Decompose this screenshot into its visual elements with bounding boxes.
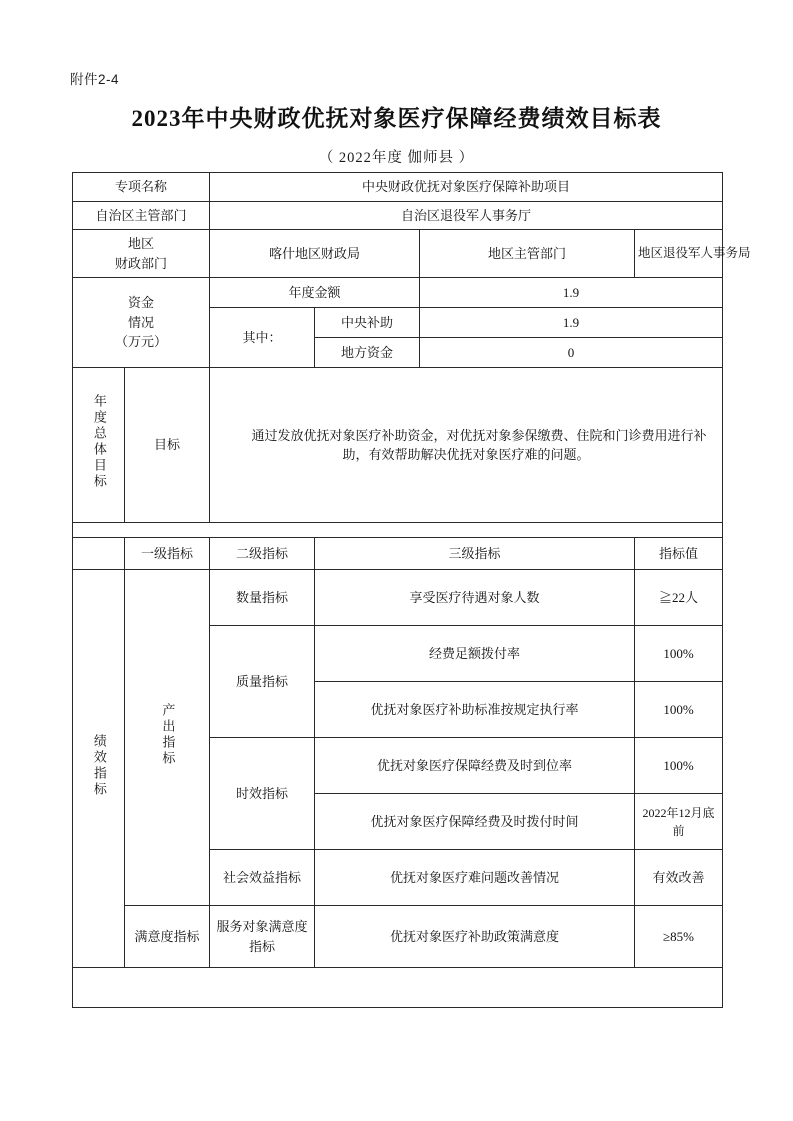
cell-region-value: 喀什地区财政局 <box>210 230 420 278</box>
cell-indicator-value: 100% <box>635 682 723 738</box>
performance-goal-table <box>72 172 751 1008</box>
table-row-dept <box>73 201 723 230</box>
table-row-region <box>73 230 723 278</box>
cell-project-name-value: 中央财政优抚对象医疗保障补助项目 <box>210 173 723 202</box>
cell-dept-label: 自治区主管部门 <box>73 201 210 230</box>
cell-level2 <box>210 850 315 906</box>
cell-indicator-value: ≧22人 <box>635 570 723 626</box>
cell-output-vertical-label <box>125 570 210 906</box>
cell-region-label-line1: 地区 <box>128 236 155 251</box>
performance-vertical-text: 绩效指标 <box>91 733 107 798</box>
cell-indicator-value: 2022年12月底前 <box>635 794 723 850</box>
cell-funds-label <box>73 278 210 368</box>
cell-goal-text: 通过发放优抚对象医疗补助资金，对优抚对象参保缴费、住院和门诊费用进行补助，有效帮助解决优抚对象医疗难的问题。 <box>210 368 723 523</box>
cell-funds-local-label: 地方资金 <box>315 338 420 368</box>
table-spacer-row <box>73 523 723 538</box>
cell-level3: 优抚对象医疗保障经费及时到位率 <box>315 738 635 794</box>
table-row-funds-annual <box>73 278 723 308</box>
page-title: 2023年中央财政优抚对象医疗保障经费绩效目标表 <box>131 106 662 131</box>
cell-header-level2: 二级指标 <box>210 538 315 570</box>
table-row-project-name <box>73 173 723 202</box>
cell-header-level1: 一级指标 <box>125 538 210 570</box>
cell-indicator-value: 100% <box>635 738 723 794</box>
cell-level2: 数量指标 <box>210 570 315 626</box>
cell-dept-value: 自治区退役军人事务厅 <box>210 201 723 230</box>
annual-goal-vertical-text: 年度总体目标 <box>91 394 107 491</box>
cell-level3: 优抚对象医疗保障经费及时拨付时间 <box>315 794 635 850</box>
cell-level2: 时效指标 <box>210 738 315 850</box>
page-subtitle: （ 2022年度 伽师县 ） <box>318 150 475 166</box>
cell-goal-label: 目标 <box>125 368 210 523</box>
cell-satisfaction-level3: 优抚对象医疗补助政策满意度 <box>315 906 635 968</box>
cell-project-name-label: 专项名称 <box>73 173 210 202</box>
cell-funds-label-line3: （万元） <box>115 334 168 350</box>
attachment-number: 附件2-4 <box>70 72 120 87</box>
cell-satisfaction-value: ≥85% <box>635 906 723 968</box>
cell-funds-label-line1: 资金 <box>128 295 155 311</box>
cell-funds-label-line2: 情况 <box>128 314 155 330</box>
output-vertical-text: 产出指标 <box>160 702 176 767</box>
cell-region-dept-value: 地区退役军人事务局 <box>635 230 723 278</box>
cell-header-blank <box>73 538 125 570</box>
cell-funds-annual-value: 1.9 <box>420 278 723 308</box>
cell-satisfaction-level2: 服务对象满意度指标 <box>210 906 315 968</box>
cell-satisfaction-level1: 满意度指标 <box>125 906 210 968</box>
cell-performance-vertical-label <box>73 570 125 968</box>
table-row-annual-goal <box>73 368 723 523</box>
cell-level3: 享受医疗待遇对象人数 <box>315 570 635 626</box>
cell-funds-of-which-label: 其中： <box>210 308 315 368</box>
cell-indicator-value: 100% <box>635 626 723 682</box>
cell-funds-annual-label: 年度金额 <box>210 278 420 308</box>
cell-level2: 质量指标 <box>210 626 315 738</box>
cell-funds-central-label: 中央补助 <box>315 308 420 338</box>
cell-level2-text: 社会效益指标 <box>223 869 302 885</box>
cell-indicator-value: 有效改善 <box>635 850 723 906</box>
table-row-bottom-blank <box>73 968 723 1008</box>
spacer-cell <box>73 523 723 538</box>
table-row-indicator-header <box>73 538 723 570</box>
cell-header-level3: 三级指标 <box>315 538 635 570</box>
cell-funds-local-value: 0 <box>420 338 723 368</box>
cell-funds-central-value: 1.9 <box>420 308 723 338</box>
table-row <box>73 906 723 968</box>
cell-level3: 优抚对象医疗补助标准按规定执行率 <box>315 682 635 738</box>
cell-level3: 经费足额拨付率 <box>315 626 635 682</box>
cell-annual-goal-vertical-label <box>73 368 125 523</box>
cell-level3: 优抚对象医疗难问题改善情况 <box>315 850 635 906</box>
cell-header-value: 指标值 <box>635 538 723 570</box>
table-row <box>73 570 723 626</box>
cell-region-dept-label: 地区主管部门 <box>420 230 635 278</box>
cell-region-label-line2: 财政部门 <box>115 255 168 271</box>
cell-bottom-blank <box>73 968 723 1008</box>
cell-region-label <box>73 230 210 278</box>
